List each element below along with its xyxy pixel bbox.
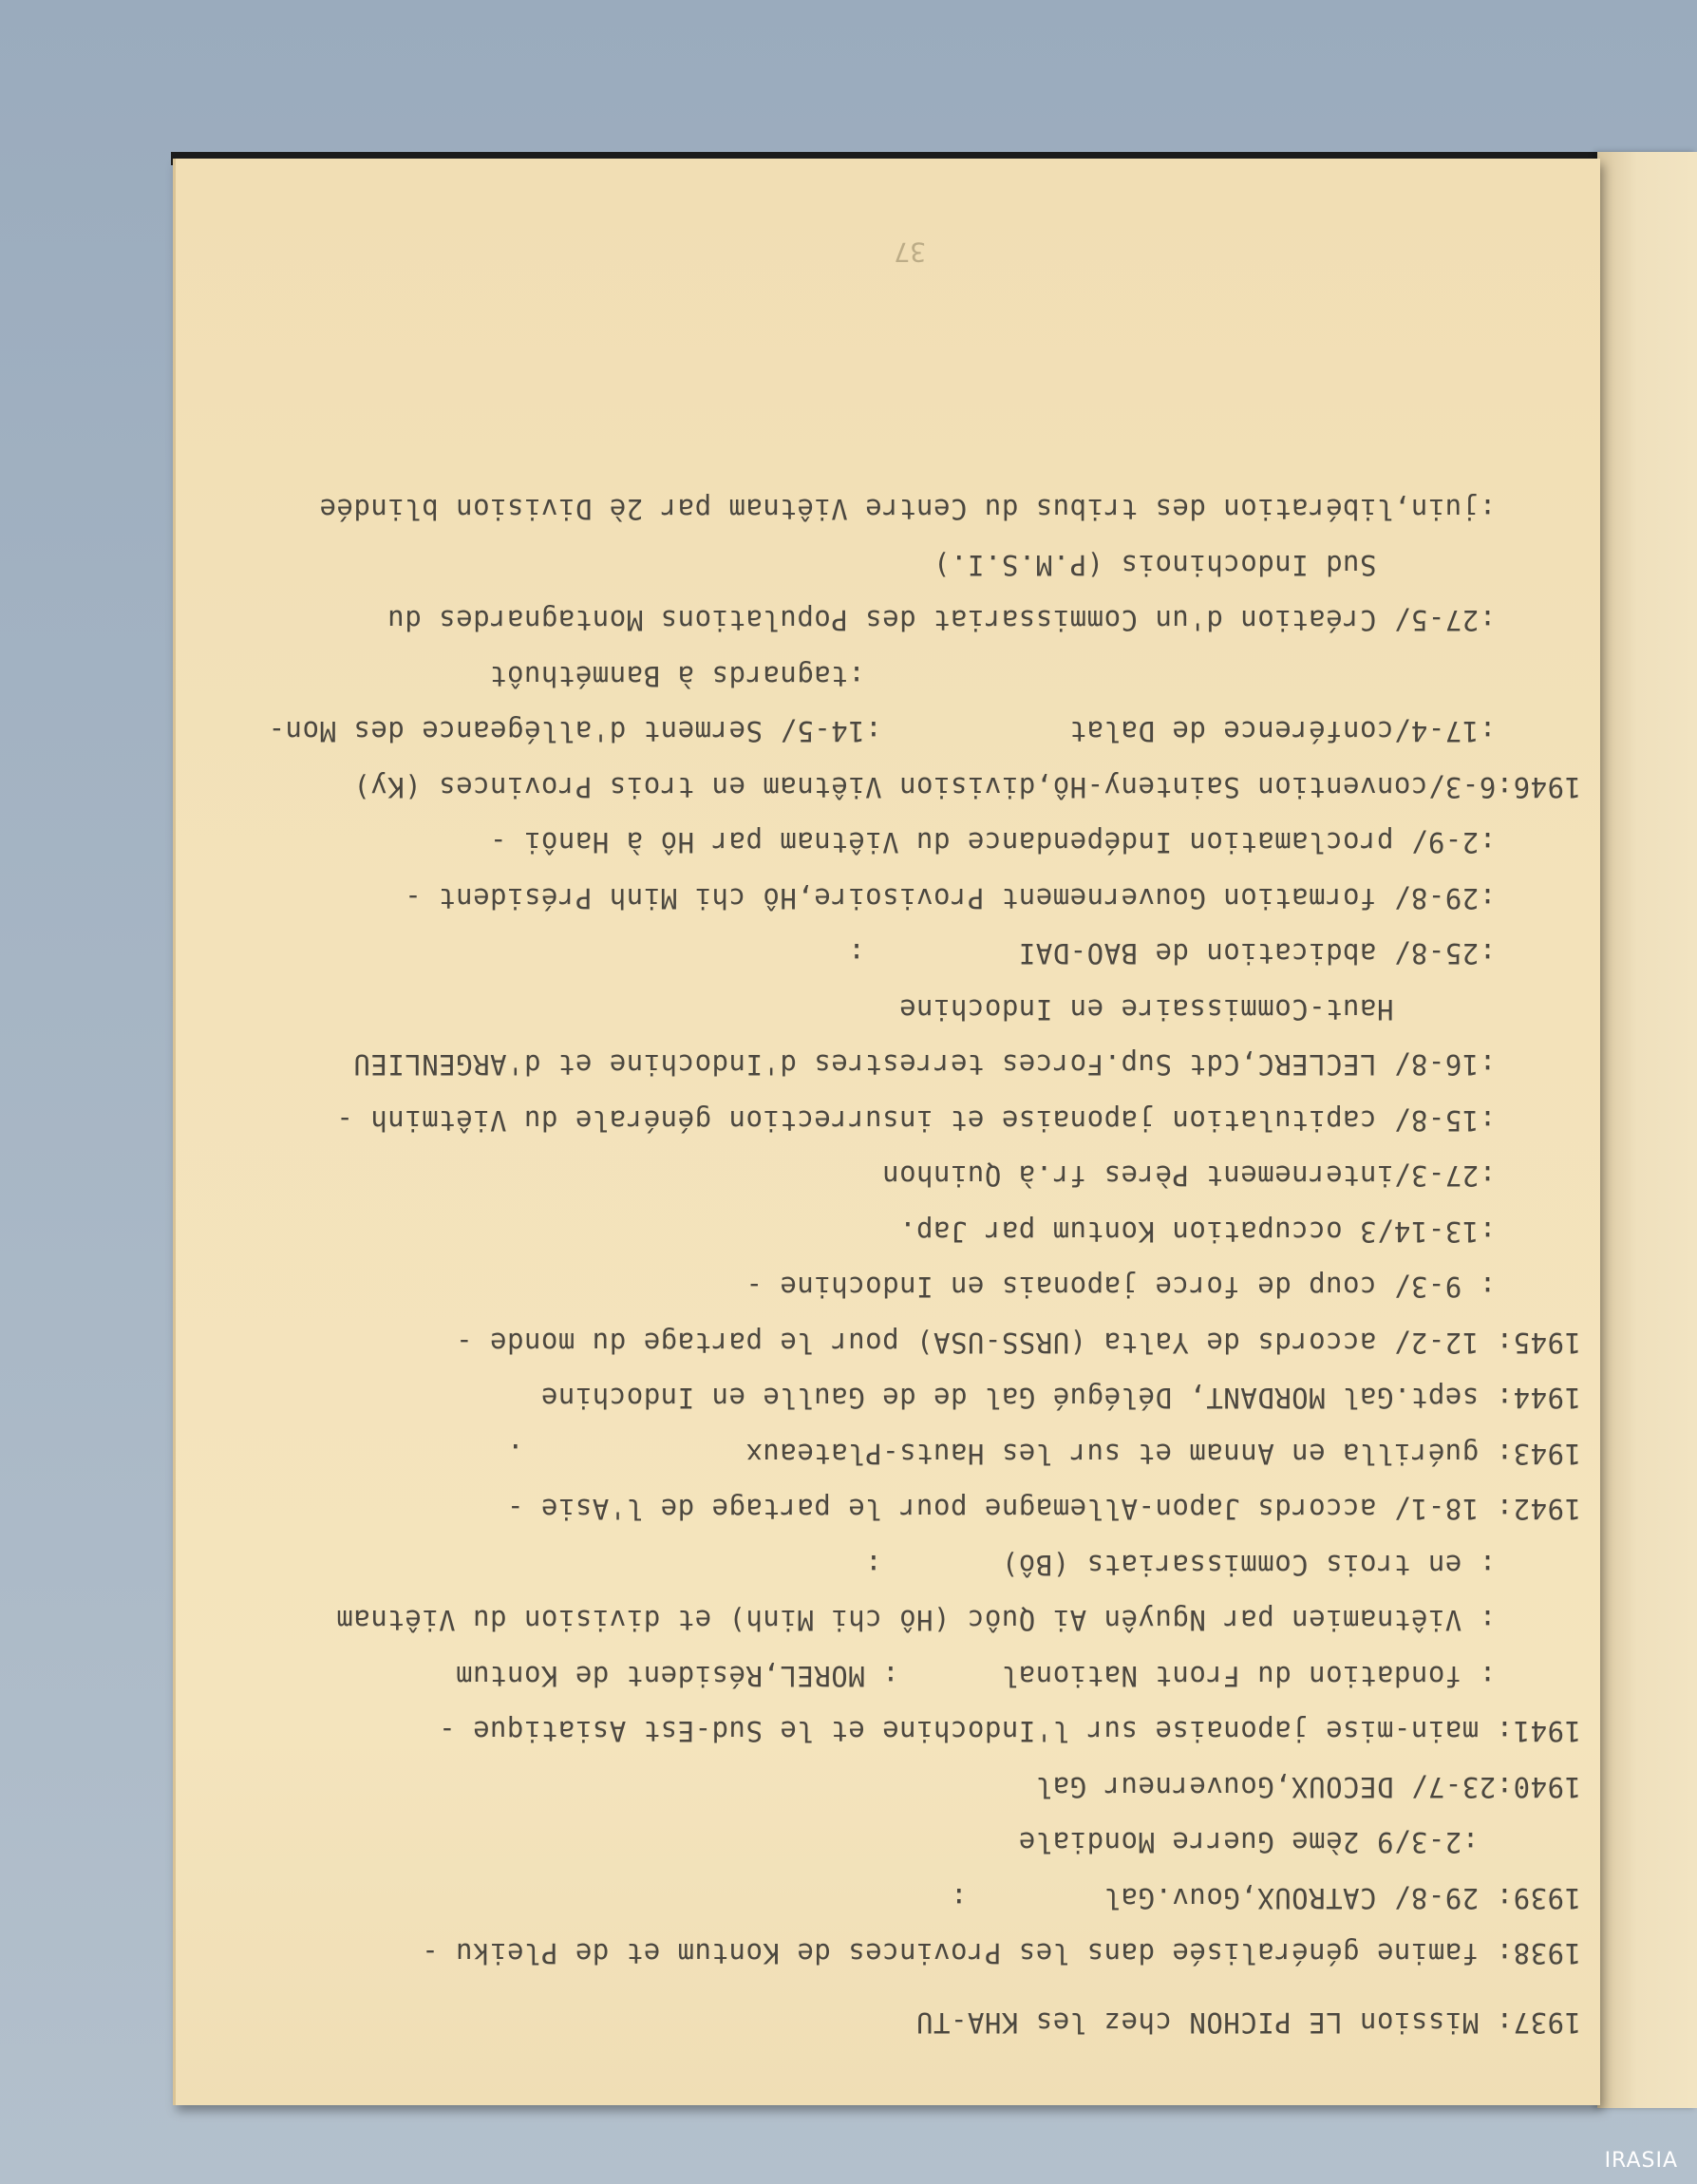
document-page	[173, 159, 1600, 2105]
typed-line: 1943: guérilla en Annam et sur les Hauts-Plateaux .	[506, 1438, 1581, 1470]
typed-line: :27-3/internement Pères fr.à Quinhon	[881, 1159, 1581, 1193]
typed-line: 1941: main-mise japonaise sur l'Indochine et le Sud-Est Asiatique -	[438, 1715, 1581, 1748]
page-content-rotated	[195, 216, 1581, 2077]
typed-line: :13-14/3 occupation Kontum par Jap.	[898, 1215, 1581, 1248]
typed-line: :tagnards à Banméthuôt	[489, 660, 1581, 692]
typed-line: :27-5/ Création d'un Commissariat des Populations Montagnardes du	[387, 604, 1581, 637]
typed-line: 1939: 29-8/ CATROUX,Gouv.Gal :	[950, 1882, 1581, 1914]
page-number: 37	[894, 236, 926, 268]
typed-line: : 9-3/ coup de force japonais en Indochine -	[745, 1271, 1581, 1304]
typed-line: :16-8/ LECLERC,Cdt Sup.Forces terrestres d'Indochine et d'ARGENLIEU	[352, 1048, 1581, 1082]
typed-line: : fondation du Front National : MOREL,Résident de Kontum	[455, 1660, 1581, 1692]
facing-page-edge	[1597, 152, 1697, 2108]
typed-line: 1940:23-7/ DECOUX,Gouverneur Gal	[1035, 1771, 1581, 1803]
typed-line: :17-4/conférence de Dalat :14-5/ Serment d'allégeance des Mon-	[268, 715, 1581, 748]
typed-line: :29-8/ formation Gouvernement Provisoire,Hô chi Minh Président -	[404, 882, 1581, 914]
typed-line: 1946:6-3/convention Sainteny-Hô,division Viêtnam en trois Provinces (Ky)	[352, 771, 1581, 803]
typed-line: : Viêtnamien par Nguyên Ai Quôc (Hô chi Minh) et division du Viêtnam	[335, 1604, 1581, 1637]
typed-line: :2-3/9 2ème Guerre Mondiale	[1018, 1826, 1581, 1859]
typed-line: 1944: sept.Gal MORDANT, Délégué Gal de de Gaulle en Indochine	[540, 1382, 1581, 1415]
typed-line: :25-8/ abdication de BAO-DAI :	[847, 937, 1581, 970]
typed-line: 1937: Mission LE PICHON chez les KHA-TU	[915, 2006, 1581, 2039]
typed-line: 1938: famine généralisée dans les Provinces de Kontum et de Pleiku -	[421, 1937, 1581, 1970]
typed-line: :2-9/ proclamation Indépendance du Viêtnam par Hô à Hanôi -	[489, 826, 1581, 859]
typed-line: :15-8/ capitulation japonaise et insurrection générale du Viêtminh -	[335, 1104, 1581, 1137]
typed-line: :juin,libération des tribus du Centre Viêtnam par 2è Division blindée	[318, 493, 1581, 526]
typed-line: Sud Indochinois (P.M.S.I.)	[933, 549, 1581, 581]
typed-line: Haut-Commissaire en Indochine	[898, 993, 1581, 1026]
irasia-watermark: IRASIA	[1604, 2149, 1678, 2173]
typed-line: 1942: 18-1/ accords Japon-Allemagne pour le partage de l'Asie -	[506, 1493, 1581, 1526]
typed-line: 1945: 12-2/ accords de Yalta (URSS-USA) pour le partage du monde -	[455, 1327, 1581, 1359]
typed-line: : en trois Commissariats (Bô) :	[864, 1549, 1581, 1581]
